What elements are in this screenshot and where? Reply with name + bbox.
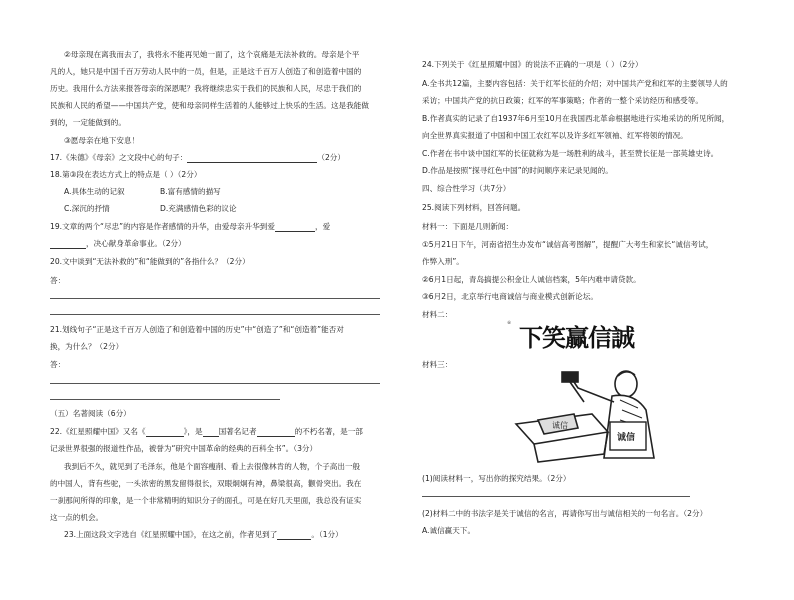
question-17: 17.《朱德》《母亲》之文段中心的句子： （2分） bbox=[50, 153, 345, 162]
passage-line: 民族和人民的希望——中国共产党，使和母亲同样生活着的人能够过上快乐的生活。这是我能做 bbox=[50, 101, 369, 110]
answer-blank[interactable] bbox=[187, 154, 317, 163]
section-heading: （五）名著阅读（6分） bbox=[50, 409, 131, 418]
option-c[interactable]: C.深沉的抒情 bbox=[64, 204, 110, 213]
option-c[interactable]: C.作者在书中谈中国红军的长征就称为是一场胜利的战斗，甚至赞长征是一部英雄史诗。 bbox=[422, 149, 719, 158]
answer-blank[interactable] bbox=[257, 428, 295, 437]
option-b-cont: 向全世界真实报道了中国和中国工农红军以及许多红军领袖、红军将领的情况。 bbox=[422, 131, 688, 140]
news-item: ②6月1日起，青岛搞提公积金让人诚信档案，5年内难申请贷款。 bbox=[422, 275, 641, 284]
sign-label: 诚信 bbox=[617, 433, 636, 443]
question-18: 18.第③段在表达方式上的特点是（ ）（2分） bbox=[50, 170, 202, 179]
passage-line: 这一点的机会。 bbox=[50, 513, 104, 522]
example-answer: A.诚信赢天下。 bbox=[422, 526, 476, 535]
material-3-label: 材料三： bbox=[422, 360, 453, 369]
passage-line: 的中国人，背有些驼，一头浓密的黑发留得很长，双眼炯炯有神，鼻梁很高，颧骨突出。我在 bbox=[50, 479, 362, 488]
answer-blank[interactable] bbox=[146, 428, 184, 437]
answer-blank[interactable] bbox=[275, 223, 315, 232]
material-1-label: 材料一：下面是几则新闻： bbox=[422, 222, 514, 231]
calligraphy-image bbox=[507, 318, 657, 350]
passage-line: ③愿母亲在地下安息！ bbox=[64, 136, 140, 145]
answer-blank[interactable] bbox=[203, 428, 219, 437]
answer-line[interactable] bbox=[50, 383, 380, 384]
question-19-cont: ，决心献身革命事业。（2分） bbox=[50, 239, 186, 249]
question-20: 20.文中谈到“无法补救的”和“能做到的”各指什么？（2分） bbox=[50, 257, 250, 266]
passage-line: ②母亲现在离我而去了，我将永不能再见她一面了，这个哀痛是无法补救的。母亲是个平 bbox=[64, 50, 360, 59]
material-2-label: 材料二： bbox=[422, 310, 453, 319]
option-d[interactable]: D.充满感情色彩的议论 bbox=[160, 204, 237, 213]
sub-question-1: (1)阅读材料一，写出你的探究结果。（2分） bbox=[422, 474, 571, 483]
answer-line[interactable] bbox=[50, 314, 380, 315]
question-21: 21.划线句子“正是这千百万人创造了和创造着中国的历史”中“创造了”和“创造着”能否对 bbox=[50, 325, 344, 334]
news-item: ③6月2日，北京举行电商诚信与商业模式创新论坛。 bbox=[422, 292, 598, 301]
question-25: 25.阅读下列材料，回答问题。 bbox=[422, 203, 526, 212]
question-23: 23.上面这段文字选自《红星照耀中国》，在这之前，作者见到了 。（1分） bbox=[64, 530, 343, 539]
option-a-cont: 采访；中国共产党的抗日政策；红军的军事策略；作者的一整个采访经历和感受等。 bbox=[422, 96, 703, 105]
news-item-cont: 作弊入刑”。 bbox=[422, 257, 464, 266]
news-item: ①5月21日下午，河南省招生办发布“诚信高考图解”，提醒广大考生和家长“诚信考试， bbox=[422, 240, 714, 249]
answer-line[interactable] bbox=[422, 496, 690, 497]
passage-line: 凡的人，她只是中国千百万劳动人民中的一员，但是，正是这千百万人创造了和创造着中国的 bbox=[50, 67, 362, 76]
seal-mark: ※ bbox=[507, 320, 512, 326]
option-b[interactable]: B.富有感情的描写 bbox=[160, 187, 221, 196]
answer-label: 答： bbox=[50, 360, 66, 369]
calligraphy-text: 下笑赢信誠 bbox=[519, 323, 634, 352]
question-22: 22.《红星照耀中国》又名《 》，是 国著名记者 的不朽名著，是一部 bbox=[50, 427, 363, 436]
answer-line[interactable] bbox=[50, 399, 280, 400]
passage-line: 一刹那间所得的印象，是一个非常精明的知识分子的面孔，可是在好几天里面，我总没有证实 bbox=[50, 496, 362, 505]
passage-line: 到的，一定能做到的。 bbox=[50, 118, 126, 127]
option-b[interactable]: B.作者真实的记录了自1937年6月至10月在我国西北革命根据地进行实地采访的所见所闻， bbox=[422, 114, 730, 123]
passage-line: 历史。我用什么方法来报答母亲的深恩呢？我将继续忠实于我们的民族和人民，尽忠于我们的 bbox=[50, 84, 362, 93]
section-heading: 四、综合性学习（共7分） bbox=[422, 184, 511, 193]
answer-line[interactable] bbox=[50, 298, 380, 299]
answer-blank[interactable] bbox=[50, 240, 86, 249]
sub-question-2: (2)材料二中的书法字是关于诚信的名言，再请你写出与诚信相关的一句名言。（2分） bbox=[422, 509, 708, 518]
option-a[interactable]: A.全书共12篇，主要内容包括：关于红军长征的介绍；对中国共产党和红军的主要领导人的 bbox=[422, 79, 728, 88]
question-22-cont: 记录世界很强的报道性作品，被誉为“研究中国革命的经典的百科全书”。（3分） bbox=[50, 444, 318, 453]
question-21-cont: 换，为什么？（2分） bbox=[50, 342, 124, 351]
passage-line: 我到后不久，就见到了毛泽东，他是个面容瘦削、看上去很像林肯的人物，个子高出一般 bbox=[64, 462, 361, 471]
anvil-label: 诚信 bbox=[552, 421, 568, 430]
answer-blank[interactable] bbox=[277, 531, 311, 540]
question-24: 24.下列关于《红星照耀中国》的说法不正确的一项是（ ）（2分） bbox=[422, 60, 643, 69]
cartoon-image bbox=[508, 362, 662, 466]
option-a[interactable]: A.具体生动的记叙 bbox=[64, 187, 125, 196]
option-d[interactable]: D.作品是按照“探寻红色中国”的时间顺序来记录见闻的。 bbox=[422, 166, 613, 175]
answer-label: 答： bbox=[50, 276, 66, 285]
question-19: 19.文章的两个“尽忠”的内容是作者感情的升华，由爱母亲升华到爱 ，爱 bbox=[50, 222, 331, 231]
